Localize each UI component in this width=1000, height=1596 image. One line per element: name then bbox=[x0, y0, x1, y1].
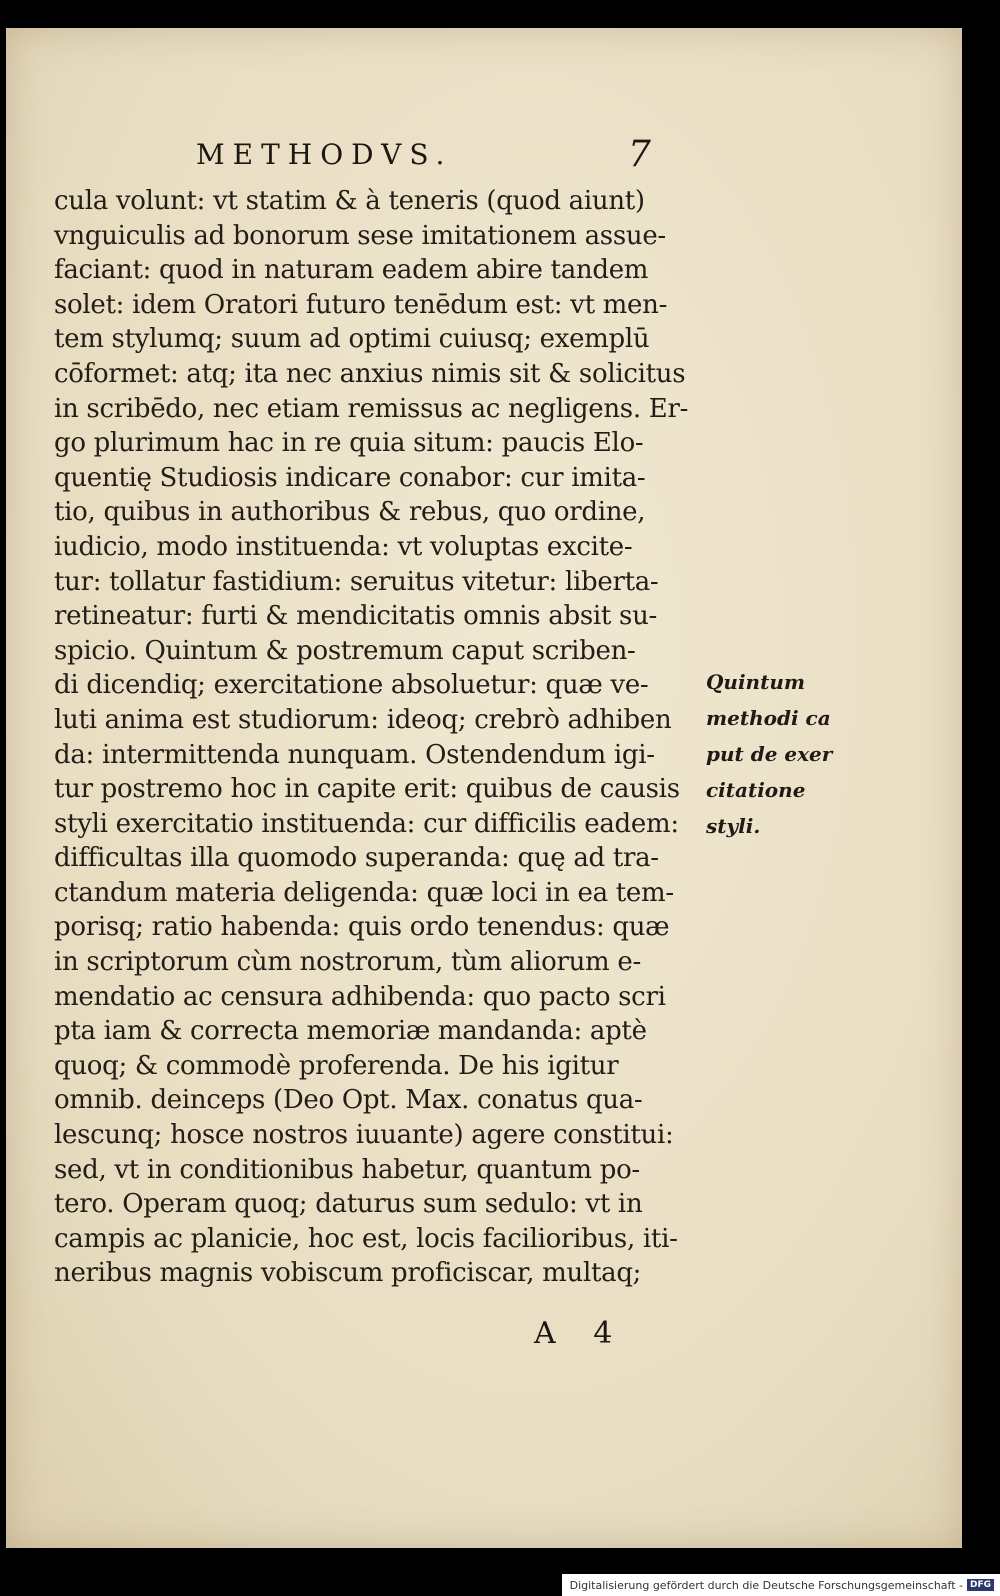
text-line: tur postremo hoc in capite erit: quibus de causis bbox=[54, 774, 680, 805]
text-line: pta iam & correcta memoriæ mandanda: aptè bbox=[54, 1016, 647, 1047]
text-line: solet: idem Oratori futuro tenēdum est: vt men- bbox=[54, 289, 668, 320]
text-line: vnguiculis ad bonorum sese imitationem assue- bbox=[54, 220, 666, 251]
marginal-line: put de exer bbox=[706, 742, 833, 766]
marginal-line: styli. bbox=[706, 814, 761, 838]
text-line: da: intermittenda nunquam. Ostendendum igi- bbox=[54, 739, 655, 770]
text-line: cula volunt: vt statim & à teneris (quod aiunt) bbox=[54, 186, 645, 216]
text-line: in scribēdo, nec etiam remissus ac negligens. Er- bbox=[54, 393, 689, 424]
text-line: di dicendiq; exercitatione absoluetur: quæ ve- bbox=[54, 670, 649, 701]
text-line: omnib. deinceps (Deo Opt. Max. conatus qua- bbox=[54, 1085, 643, 1116]
body-text bbox=[54, 184, 714, 1291]
marginal-note bbox=[706, 664, 866, 844]
text-line: ctandum materia deligenda: quæ loci in ea tem- bbox=[54, 877, 674, 908]
text-line: tur: tollatur fastidium: seruitus vitetur: liberta- bbox=[54, 566, 659, 597]
text-line: porisq; ratio habenda: quis ordo tenendus: quæ bbox=[54, 912, 670, 943]
text-line: tero. Operam quoq; daturus sum sedulo: vt in bbox=[54, 1189, 643, 1220]
text-line: iudicio, modo instituenda: vt voluptas excite- bbox=[54, 531, 633, 562]
marginal-line: methodi ca bbox=[706, 706, 831, 730]
marginal-line: citatione bbox=[706, 778, 806, 802]
digitization-footer bbox=[562, 1574, 1000, 1596]
text-line: neribus magnis vobiscum proficiscar, multaq; bbox=[54, 1258, 642, 1289]
text-line: mendatio ac censura adhibenda: quo pacto scri bbox=[54, 981, 666, 1012]
text-line: campis ac planicie, hoc est, locis facilioribus, iti- bbox=[54, 1223, 678, 1254]
text-line: styli exercitatio instituenda: cur difficilis eadem: bbox=[54, 808, 679, 839]
footer-credit: Digitalisierung gefördert durch die Deutsche Forschungsgemeinschaft - bbox=[569, 1578, 963, 1592]
text-line: tem stylumq; suum ad optimi cuiusq; exemplū bbox=[54, 324, 650, 355]
text-line: tio, quibus in authoribus & rebus, quo ordine, bbox=[54, 497, 646, 528]
text-line: sed, vt in conditionibus habetur, quantum po- bbox=[54, 1154, 640, 1185]
book-page bbox=[6, 28, 962, 1548]
text-line: luti anima est studiorum: ideoq; crebrò adhiben bbox=[54, 704, 672, 735]
marginal-line: Quintum bbox=[706, 670, 806, 694]
text-line: quentię Studiosis indicare conabor: cur imita- bbox=[54, 462, 646, 493]
running-head: METHODVS. bbox=[196, 138, 453, 171]
text-line: retineatur: furti & mendicitatis omnis absit su- bbox=[54, 601, 657, 632]
dfg-logo-icon: DFG bbox=[967, 1579, 994, 1591]
text-line: lescunq; hosce nostros iuuante) agere constitui: bbox=[54, 1120, 674, 1151]
text-line: go plurimum hac in re quia situm: paucis Elo- bbox=[54, 428, 644, 459]
text-line: faciant: quod in naturam eadem abire tandem bbox=[54, 255, 649, 286]
signature-mark: A 4 bbox=[534, 1316, 627, 1351]
text-line: cōformet: atq; ita nec anxius nimis sit & solicitus bbox=[54, 358, 686, 389]
page-number: 7 bbox=[628, 134, 651, 175]
text-line: quoq; & commodè proferenda. De his igitur bbox=[54, 1050, 619, 1081]
text-line: in scriptorum cùm nostrorum, tùm aliorum e- bbox=[54, 947, 641, 978]
text-line: spicio. Quintum & postremum caput scriben- bbox=[54, 635, 636, 666]
text-line: difficultas illa quomodo superanda: quę ad tra- bbox=[54, 843, 659, 874]
